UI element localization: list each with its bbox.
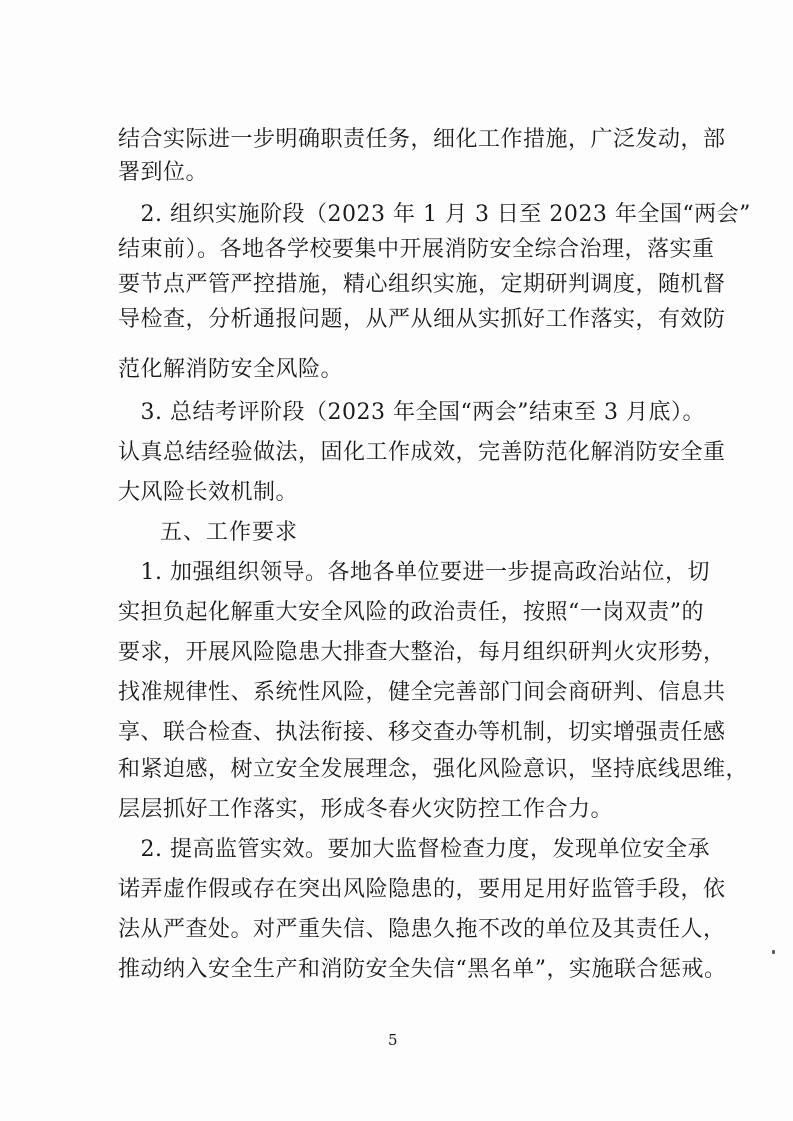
body-text-line: 和紧迫感，树立安全发展理念，强化风险意识，坚持底线思维， [118,757,749,782]
body-text-line: 实担负起化解重大安全风险的政治责任，按照“一岗双责”的 [118,600,704,625]
body-text-line: 结束前）。各地各学校要集中开展消防安全综合治理，落实重 [118,237,715,262]
body-text-line: 诺弄虚作假或存在突出风险隐患的，要用足用好监管手段，依 [118,877,726,902]
body-text-line: 大风险长效机制。 [118,480,299,505]
scan-speck [772,950,775,954]
body-text-line: 要节点严管严控措施，精心组织实施，定期研判调度，随机督 [118,272,726,297]
body-text-line: 3. 总结考评阶段（2023 年全国“两会”结束至 3 月底）。 [118,400,705,425]
body-text-line: 要求，开展风险隐患大排查大整治，每月组织研判火灾形势， [118,640,726,665]
body-text-line: 2. 组织实施阶段（2023 年 1 月 3 日至 2023 年全国“两会” [118,202,751,227]
body-text-line: 层层抓好工作落实，形成冬春火灾防控工作合力。 [118,797,614,822]
body-text-line: 认真总结经验做法，固化工作成效，完善防范化解消防安全重 [118,440,726,465]
body-text-line: 结合实际进一步明确职责任务，细化工作措施，广泛发动，部 [118,127,726,152]
body-text-line: 享、联合检查、执法衔接、移交查办等机制，切实增强责任感 [118,720,726,745]
section-heading: 五、工作要求 [160,520,299,545]
body-text-line: 导检查，分析通报问题，从严从细从实抓好工作落实，有效防 [118,307,726,332]
body-text-line: 推动纳入安全生产和消防安全失信“黑名单”，实施联合惩戒。 [118,957,727,982]
body-text-line: 范化解消防安全风险。 [118,357,344,382]
body-text-line: 找准规律性、系统性风险，健全完善部门间会商研判、信息共 [118,680,726,705]
body-text-line: 2. 提高监管实效。要加大监督检查力度，发现单位安全承 [118,837,710,862]
body-text-line: 1. 加强组织领导。各地各单位要进一步提高政治站位，切 [118,560,710,585]
body-text-line: 署到位。 [118,160,209,185]
body-text-line: 法从严查处。对严重失信、隐患久拖不改的单位及其责任人， [118,917,726,942]
page-number: 5 [388,1031,398,1049]
